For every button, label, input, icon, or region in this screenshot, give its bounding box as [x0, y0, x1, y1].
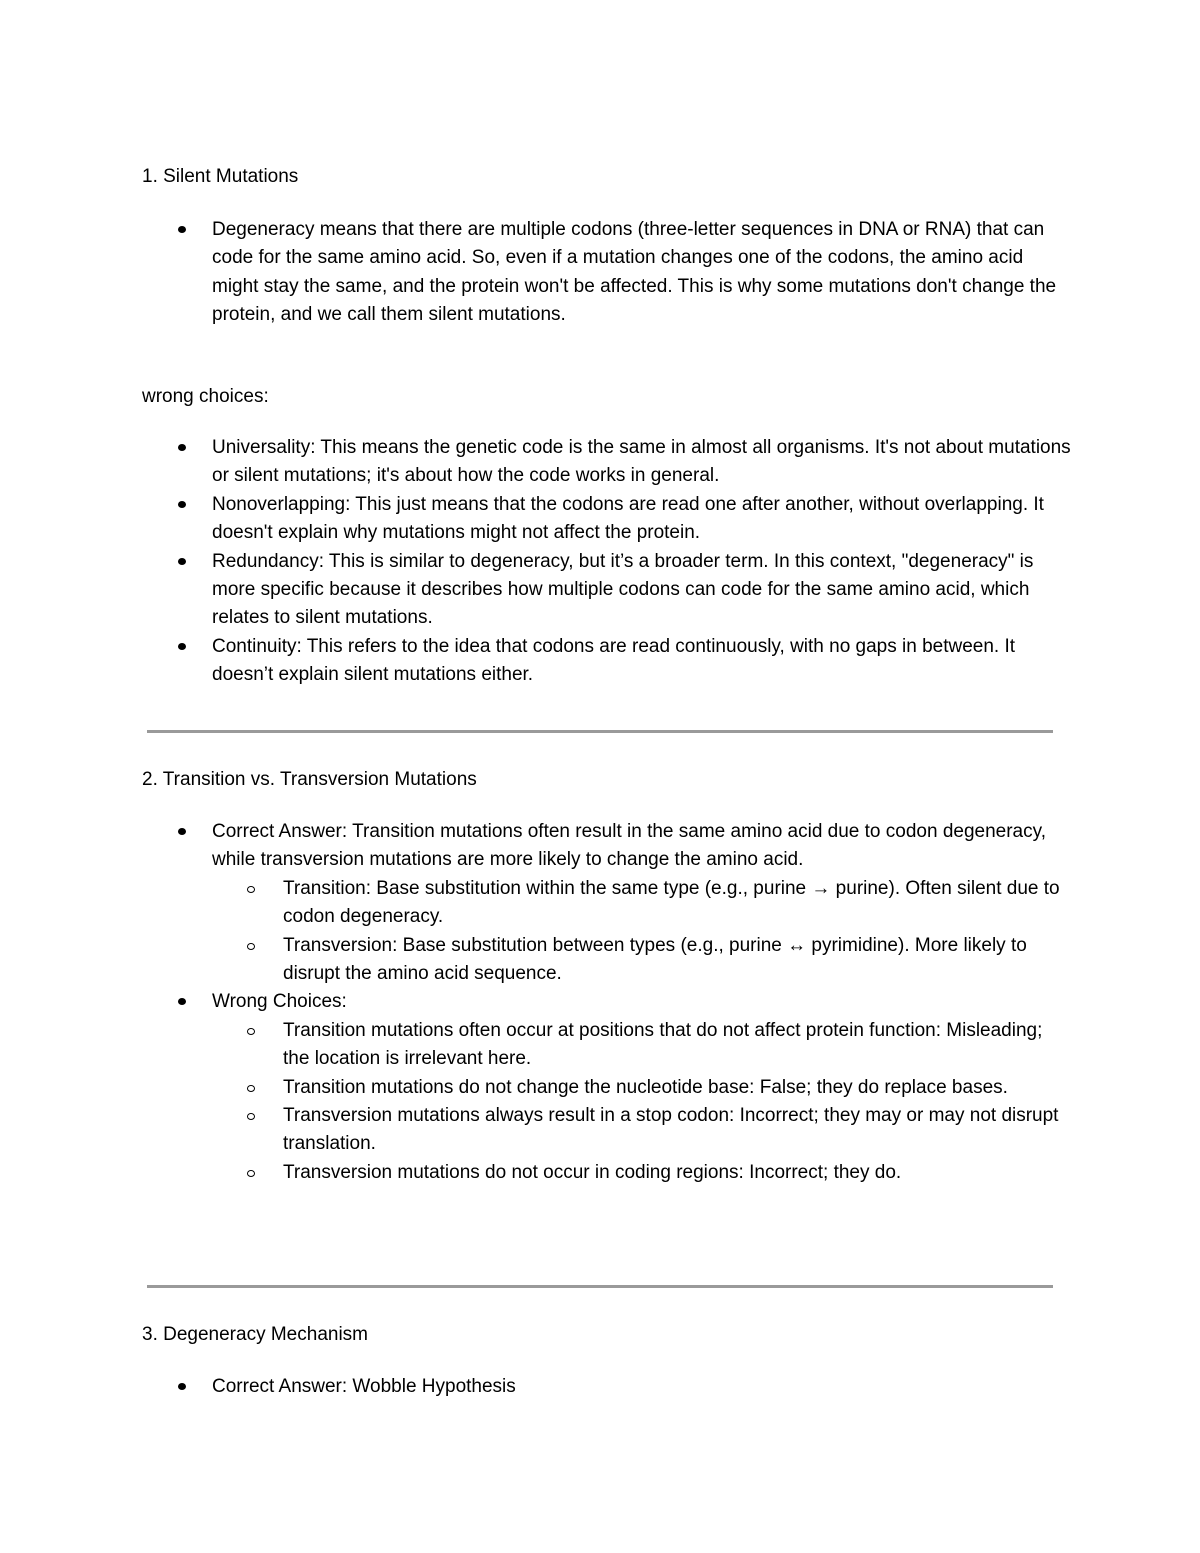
bullet-icon — [178, 444, 186, 451]
list-item — [212, 216, 1072, 330]
list-item — [212, 434, 1072, 491]
section-2-heading: 2. Transition vs. Transversion Mutations — [142, 769, 477, 790]
section-3-list — [212, 1373, 1072, 1401]
list-item — [212, 1373, 1072, 1401]
hollow-bullet-icon — [247, 943, 255, 950]
bullet-icon — [178, 226, 186, 233]
list-item-text: Correct Answer: Transition mutations often result in the same amino acid due to codon degeneracy, while transversion mutations are more likely to change the amino acid. — [212, 821, 1046, 871]
list-item-text: Correct Answer: Wobble Hypothesis — [212, 1376, 516, 1397]
section-1-heading: 1. Silent Mutations — [142, 166, 299, 187]
sub-list-item — [283, 1017, 1072, 1074]
sub-list-item-text: Transversion mutations do not occur in coding regions: Incorrect; they do. — [283, 1161, 902, 1183]
hollow-bullet-icon — [247, 1085, 255, 1092]
sub-list-item-text: Transversion mutations always result in a stop codon: Incorrect; they may or may not disrupt translation. — [283, 1105, 1059, 1155]
section-3-heading: 3. Degeneracy Mechanism — [142, 1324, 368, 1345]
section-1-wrong-choices-list — [212, 434, 1072, 690]
list-item-text: Wrong Choices: — [212, 991, 347, 1013]
sub-list-item-text: Transversion: Base substitution between types (e.g., purine ↔ pyrimidine). More likely to disrupt the amino acid sequence. — [283, 934, 1027, 985]
bullet-icon — [178, 643, 186, 650]
sub-list-item — [283, 1159, 1072, 1187]
section-1-list — [212, 216, 1072, 330]
hollow-bullet-icon — [247, 1170, 255, 1177]
list-item — [212, 818, 1072, 988]
sub-list-item-text: Transition: Base substitution within the same type (e.g., purine → purine). Often silent due to codon degeneracy. — [283, 877, 1060, 928]
wrong-choices-label: wrong choices: — [142, 386, 269, 407]
list-item — [212, 988, 1072, 1187]
list-item-text: Nonoverlapping: This just means that the codons are read one after another, without overlapping. It doesn't explain why mutations might not affect the protein. — [212, 493, 1044, 544]
list-item — [212, 633, 1072, 690]
sub-list-item — [283, 1074, 1072, 1102]
list-item-text: Redundancy: This is similar to degeneracy, but it’s a broader term. In this context, "degeneracy" is more specific because it describes how multiple codons can code for the same amino acid, which relates to silent mutations. — [212, 550, 1034, 629]
horizontal-divider — [147, 730, 1053, 733]
bullet-icon — [178, 501, 186, 508]
horizontal-divider — [147, 1285, 1053, 1288]
bullet-icon — [178, 998, 186, 1005]
list-item-text: Continuity: This refers to the idea that codons are read continuously, with no gaps in between. It doesn’t explain silent mutations either. — [212, 635, 1016, 686]
section-2-list — [212, 818, 1072, 1187]
list-item — [212, 491, 1072, 548]
hollow-bullet-icon — [247, 1113, 255, 1120]
sub-list-item-text: Transition mutations do not change the nucleotide base: False; they do replace bases. — [283, 1076, 1008, 1098]
bullet-icon — [178, 558, 186, 565]
bullet-icon — [178, 1383, 186, 1390]
hollow-bullet-icon — [247, 886, 255, 893]
list-item-text: Degeneracy means that there are multiple codons (three-letter sequences in DNA or RNA) that can code for the same amino acid. So, even if a mutation changes one of the codons, the amino acid might stay the same, and the protein won't be affected. This is why some mutations don't change the protein, and we call them silent mutations. — [212, 219, 1057, 326]
sub-list-item — [283, 875, 1072, 932]
bullet-icon — [178, 828, 186, 835]
list-item — [212, 548, 1072, 633]
sub-list — [212, 1017, 1072, 1187]
sub-list — [212, 875, 1072, 989]
list-item-text: Universality: This means the genetic code is the same in almost all organisms. It's not about mutations or silent mutations; it's about how the code works in general. — [212, 437, 1071, 487]
sub-list-item-text: Transition mutations often occur at positions that do not affect protein function: Misleading; the location is irrelevant here. — [283, 1019, 1043, 1070]
sub-list-item — [283, 1102, 1072, 1159]
hollow-bullet-icon — [247, 1028, 255, 1035]
sub-list-item — [283, 932, 1072, 989]
